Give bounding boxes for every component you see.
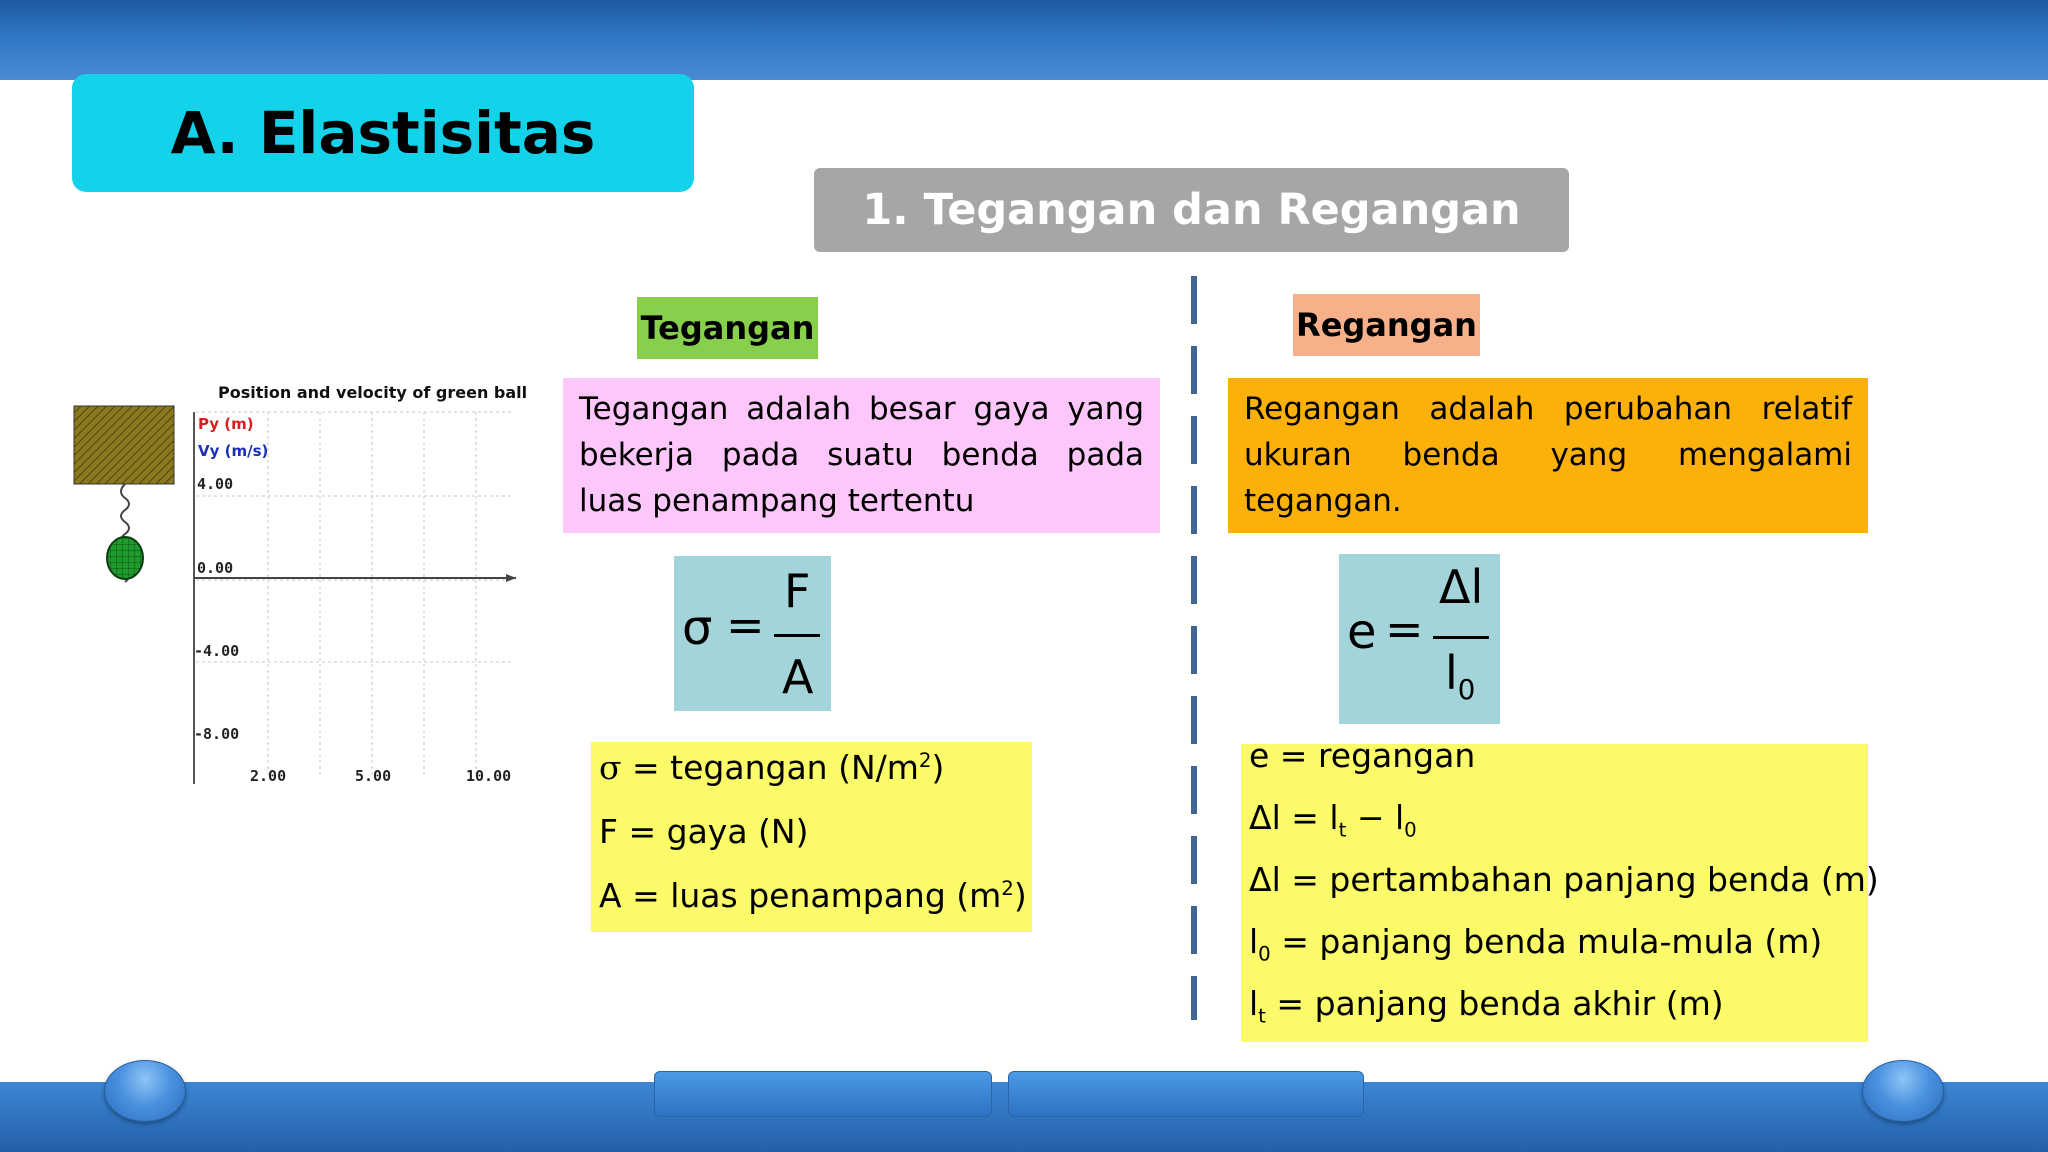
stress-formula-box [674,556,831,711]
fraction-bar [1433,636,1489,639]
formula-equals: = [1385,602,1424,656]
graph-grid [196,412,513,776]
legend-py: Py (m) [198,415,254,433]
tegangan-definition: Tegangan adalah besar gaya yang bekerja pada suatu benda pada luas penampang tertentu [563,378,1160,533]
ceiling-block [74,406,174,484]
formula-numerator: F [784,564,811,618]
x-tick-label: 2.00 [250,767,287,785]
regangan-label: Regangan [1293,294,1480,356]
formula-denominator: A [782,650,814,704]
legend-row-area: A = luas penampang $(m^2)$ [599,876,1027,915]
legend-row-lt: $l_t$ = panjang benda akhir (m) [1249,984,1724,1028]
x-axis-arrow [506,574,516,582]
prev-slide-button[interactable] [104,1060,186,1122]
formula-e: e [1347,604,1377,660]
y-tick-label: -4.00 [194,642,240,660]
legend-row-l0: $l_0$ = panjang benda mula-mula (m) [1249,922,1823,966]
regangan-legend [1241,736,1879,1042]
legend-row-sigma: σ = tegangan $(N/m^2)$ [599,748,945,787]
tegangan-legend [591,742,1032,932]
nav-tab-left[interactable] [654,1071,992,1117]
legend-vy: Vy (m/s) [198,442,269,460]
x-tick-label: 10.00 [466,767,512,785]
graph-title: Position and velocity of green ball [218,383,528,402]
formula-sigma: σ [682,600,713,656]
slide-title: A. Elastisitas [170,99,596,167]
nav-tab-right[interactable] [1008,1071,1364,1117]
fraction-bar [774,634,820,637]
next-slide-button[interactable] [1862,1060,1944,1122]
formula-numerator: Δl [1439,560,1484,614]
formula-equals: = [726,598,765,652]
top-banner [0,0,2048,80]
dashed-divider [1191,276,1197,1020]
section-heading-box [814,168,1569,252]
y-tick-label: 4.00 [197,475,234,493]
tegangan-label: Tegangan [637,297,818,359]
legend-row-delta-l: Δl = pertambahan panjang benda (m) [1249,860,1879,899]
formula-denominator: $l_0$ [1445,646,1476,707]
strain-formula-box [1339,554,1500,724]
legend-row-force: F = gaya (N) [599,812,809,851]
y-tick-label: -8.00 [194,725,240,743]
regangan-definition: Regangan adalah perubahan relatif ukuran benda yang mengalami tegangan. [1228,378,1868,533]
y-tick-label: 0.00 [197,559,234,577]
section-heading: 1. Tegangan dan Regangan [862,185,1521,235]
spring-simulation [68,376,528,796]
x-tick-label: 5.00 [355,767,392,785]
legend-row-delta-l-def: $\Delta l = l_t - l_0$ [1249,798,1417,842]
legend-row-e: e = regangan [1249,736,1476,775]
slide-title-box [72,74,694,192]
green-ball[interactable] [107,537,143,579]
